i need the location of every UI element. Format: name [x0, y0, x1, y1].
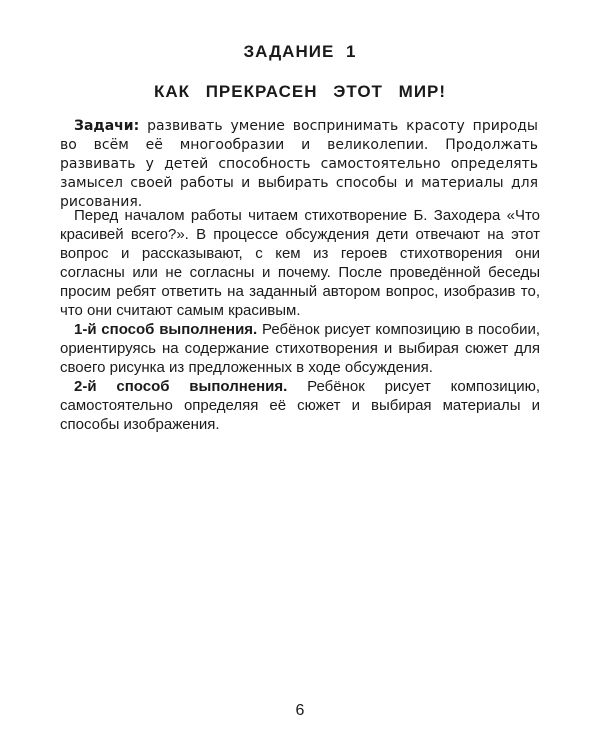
method1-text: Ребёнок рисует композицию в пособии, ориентируясь на содержание стихотворения и выбирая сюжет для своего рисунка из предложенных в ходе обсуждения. — [60, 321, 540, 376]
task-title: КАК ПРЕКРАСЕН ЭТОТ МИР! — [153, 82, 447, 101]
goals-label: Задачи: — [74, 118, 140, 134]
method1-label: 1-й способ выполнения. — [74, 321, 258, 338]
method2-text: Ребёнок рисует композицию, самостоятельно определяя её сюжет и выбирая материалы и способы изображения. — [60, 378, 540, 433]
method2-label: 2-й способ выполнения. — [74, 378, 288, 395]
method1-paragraph — [60, 320, 540, 377]
goals-text: развивать умение воспринимать красоту природы во всём её многообразии и великолепии. Продолжать развивать у детей способность самостоятельно определять замысел своей работы и выбирать способы и материалы для рисования. — [60, 118, 538, 210]
task-number: ЗАДАНИЕ 1 — [243, 42, 357, 61]
goals-paragraph — [60, 117, 538, 212]
intro-paragraph: Перед началом работы читаем стихотворение Б. Заходера «Что красивей всего?». В процессе обсуждения дети отвечают на этот вопрос и рассказывают, с кем из героев стихотворения они согласны или не согласны и почему. После проведённой беседы просим ребят ответить на заданный автором вопрос, изобразив то, что они считают самым красивым. — [60, 207, 540, 319]
page-number: 6 — [295, 702, 305, 719]
method2-paragraph — [60, 377, 540, 434]
body-text — [60, 206, 540, 434]
